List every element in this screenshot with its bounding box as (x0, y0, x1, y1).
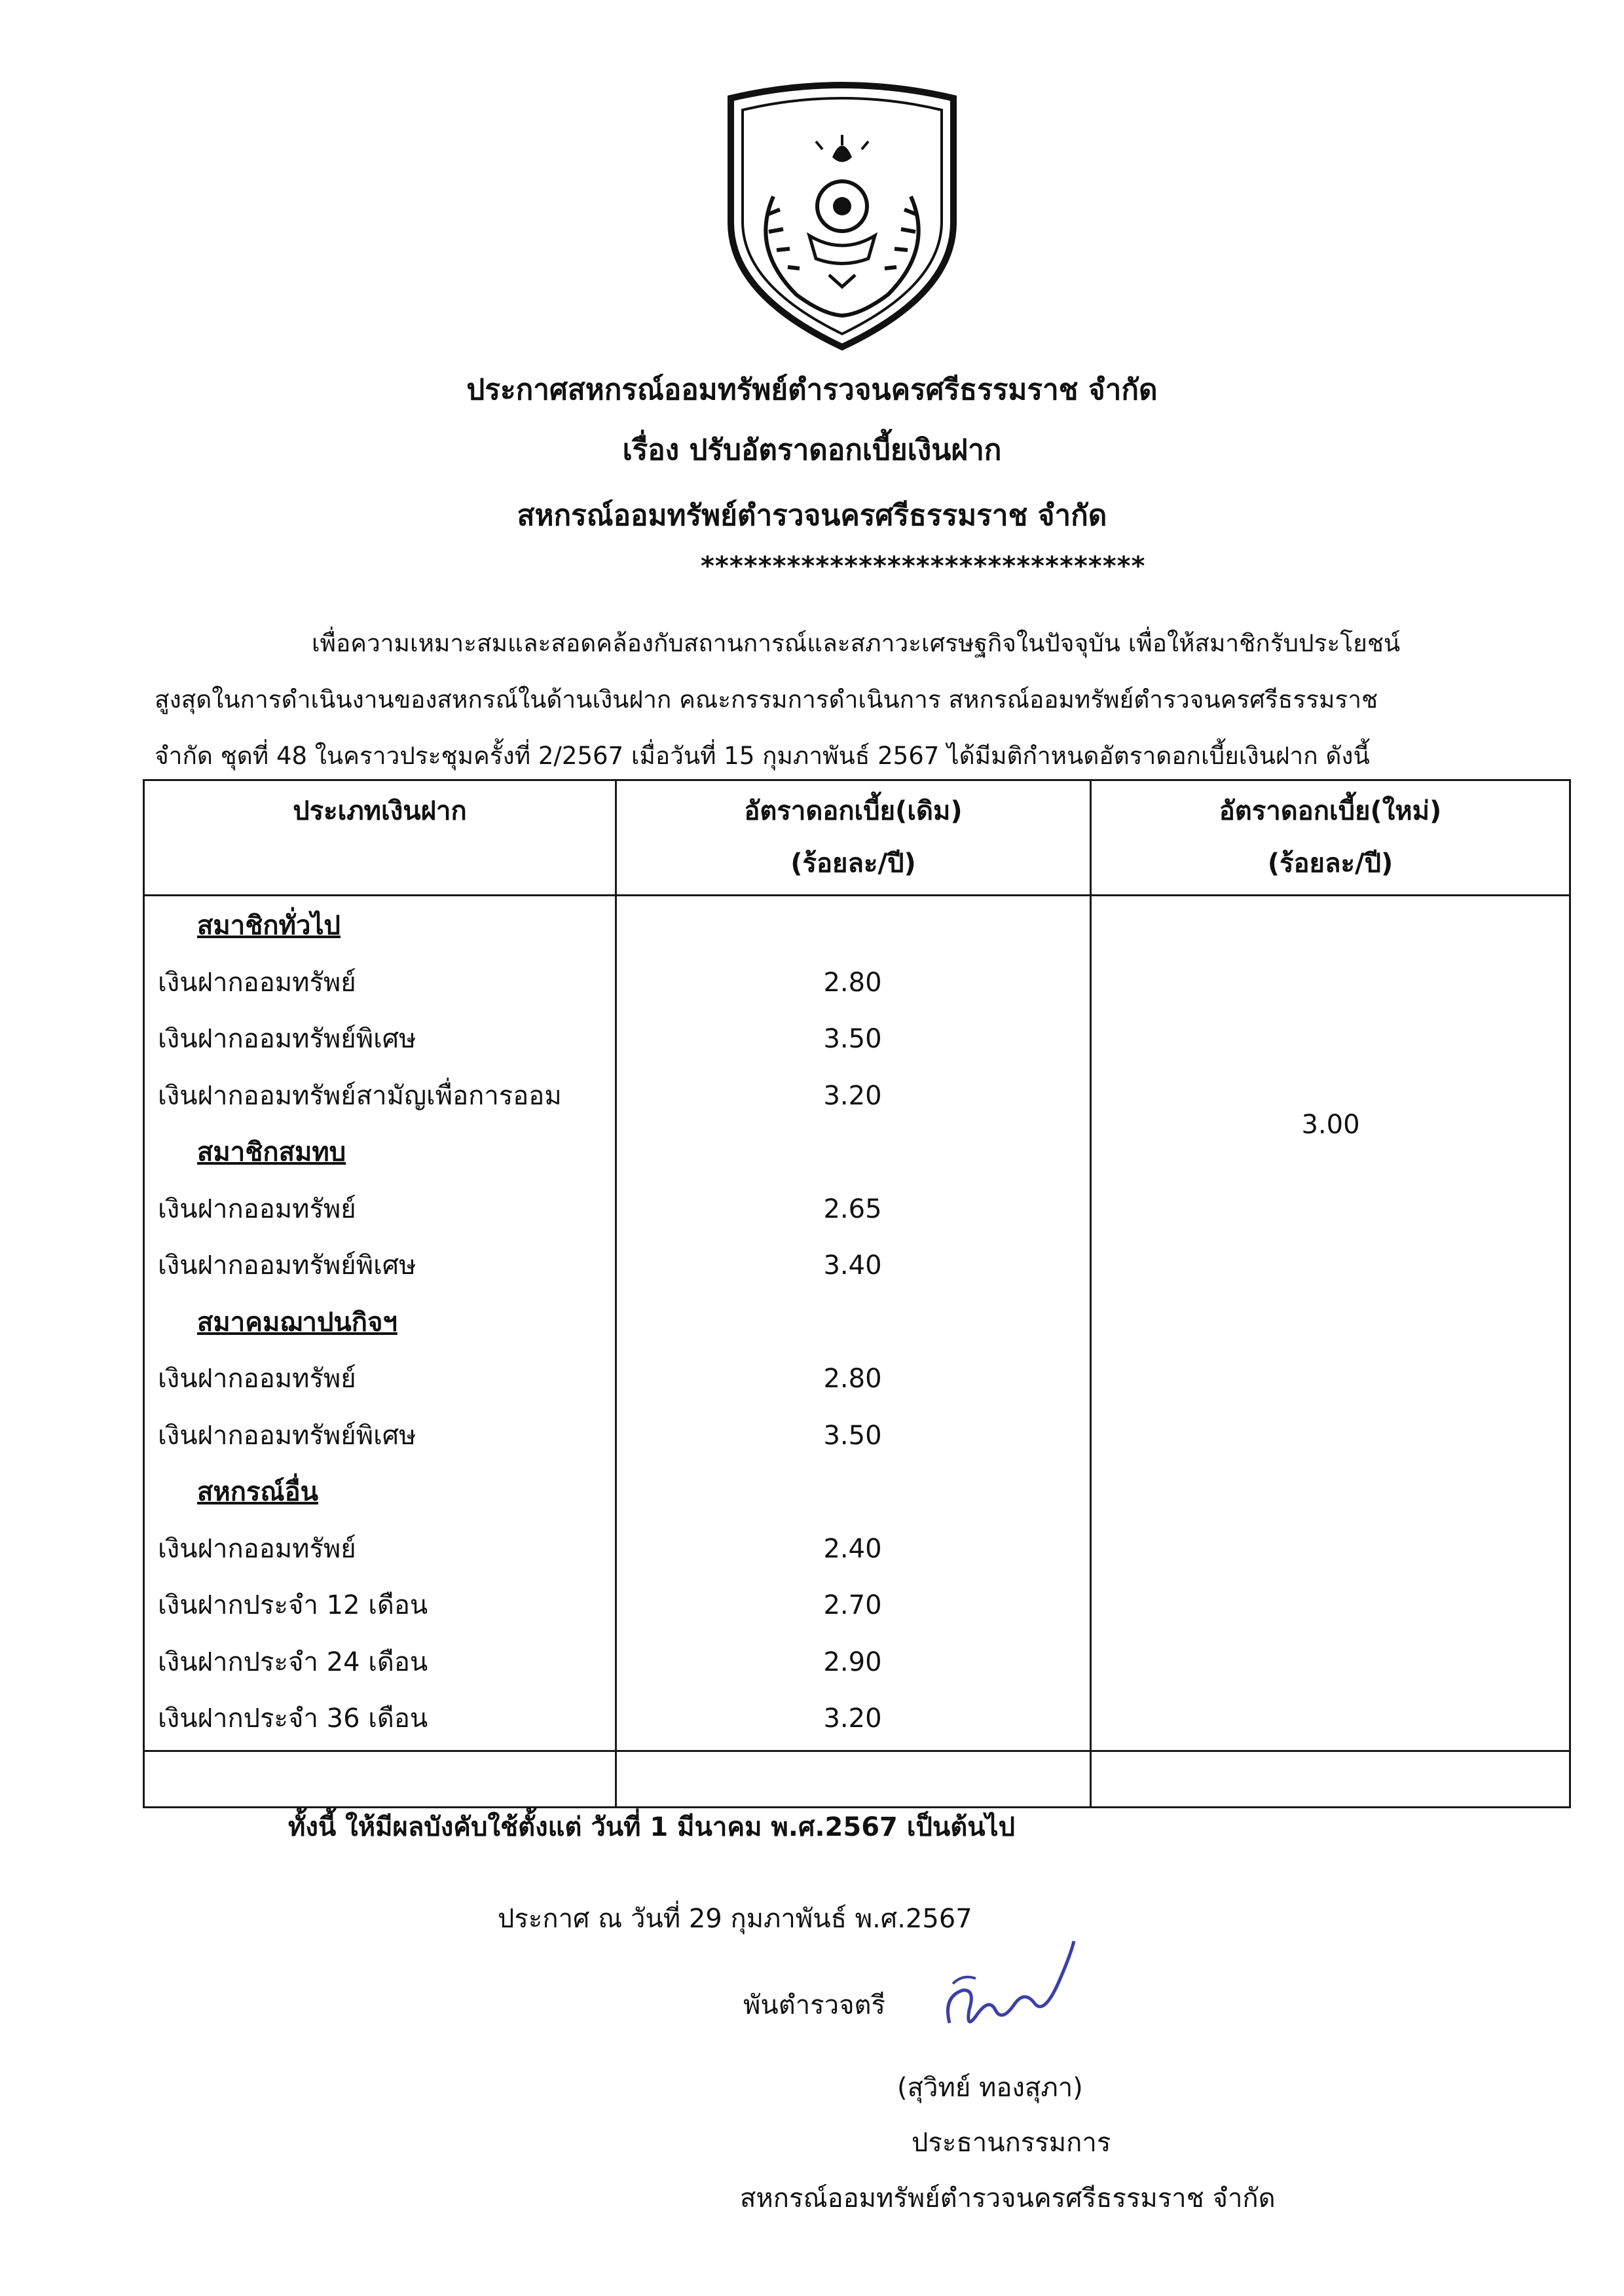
new-rate-value: 3.00 (1301, 1110, 1360, 1140)
old-rate-value: 3.20 (823, 1704, 882, 1734)
rate-table (143, 779, 1569, 1808)
category-heading: สมาชิกสมทบ (197, 1137, 346, 1167)
deposit-type-label: เงินฝากออมทรัพย์ (158, 1194, 356, 1224)
coop-seal (711, 72, 973, 354)
announcement-subject: เรื่อง ปรับอัตราดอกเบี้ยเงินฝาก (622, 433, 1002, 467)
deposit-type-label: เงินฝากออมทรัพย์พิเศษ (158, 1024, 416, 1054)
old-rate-value: 2.80 (823, 967, 882, 998)
deposit-type-label: เงินฝากออมทรัพย์ (158, 1533, 356, 1564)
intro-line-1: เพื่อความเหมาะสมและสอดคล้องกับสถานการณ์และสภาวะเศรษฐกิจในปัจจุบัน เพื่อให้สมาชิกรับประโยชน์ (312, 629, 1401, 657)
signer-title: ประธานกรรมการ (912, 2128, 1111, 2158)
intro-line-3: จำกัด ชุดที่ 48 ในคราวประชุมครั้งที่ 2/2567 เมื่อวันที่ 15 กุมภาพันธ์ 2567 ได้มีมติกำหนดอัตราดอกเบี้ยเงินฝาก ดังนี้ (155, 742, 1370, 770)
category-heading: สหกรณ์อื่น (197, 1477, 318, 1507)
deposit-type-label: เงินฝากออมทรัพย์ (158, 967, 356, 998)
deposit-type-label: เงินฝากออมทรัพย์สามัญเพื่อการออม (158, 1080, 562, 1111)
old-rate-value: 2.40 (823, 1533, 882, 1564)
header-new-rate: อัตราดอกเบี้ย(ใหม่) (ร้อยละ/ปี) (1091, 780, 1570, 896)
signer-rank: พันตำรวจตรี (743, 1990, 885, 2020)
intro-line-2: สูงสุดในการดำเนินงานของสหกรณ์ในด้านเงินฝาก คณะกรรมการดำเนินการ สหกรณ์ออมทรัพย์ตำรวจนครศรีธรรมราช (155, 685, 1378, 714)
deposit-type-label: เงินฝากออมทรัพย์พิเศษ (158, 1250, 416, 1281)
signer-name: (สุวิทย์ ทองสุภา) (897, 2073, 1083, 2103)
deposit-type-label: เงินฝากประจำ 36 เดือน (158, 1704, 428, 1734)
deposit-type-column (144, 896, 616, 1751)
deposit-type-label: เงินฝากประจำ 12 เดือน (158, 1590, 428, 1620)
old-rate-value: 3.40 (823, 1250, 882, 1281)
effective-date-statement: ทั้งนี้ ให้มีผลบังคับใช้ตั้งแต่ วันที่ 1 มีนาคม พ.ศ.2567 เป็นต้นไป (288, 1812, 1016, 1842)
old-rate-value: 2.65 (823, 1194, 882, 1224)
header-old-rate: อัตราดอกเบี้ย(เดิม) (ร้อยละ/ปี) (616, 780, 1091, 896)
old-rate-column (616, 896, 1091, 1751)
old-rate-value: 3.20 (823, 1080, 882, 1111)
table-empty-cell (1091, 1751, 1570, 1808)
intro-paragraph (155, 615, 1562, 784)
separator-stars: ******************************* (701, 551, 1146, 581)
table-empty-cell (616, 1751, 1091, 1808)
deposit-type-label: เงินฝากออมทรัพย์ (158, 1364, 356, 1394)
category-heading: สมาคมฌาปนกิจฯ (197, 1307, 397, 1338)
old-rate-value: 2.80 (823, 1364, 882, 1394)
signer-organization: สหกรณ์ออมทรัพย์ตำรวจนครศรีธรรมราช จำกัด (740, 2183, 1276, 2214)
deposit-type-label: เงินฝากประจำ 24 เดือน (158, 1647, 428, 1677)
deposit-type-label: เงินฝากออมทรัพย์พิเศษ (158, 1420, 416, 1451)
signature-image (936, 1938, 1080, 2049)
old-rate-value: 2.70 (823, 1590, 882, 1620)
old-rate-value: 3.50 (823, 1024, 882, 1054)
table-empty-cell (144, 1751, 616, 1808)
announcement-org: สหกรณ์ออมทรัพย์ตำรวจนครศรีธรรมราช จำกัด (517, 499, 1107, 532)
old-rate-value: 3.50 (823, 1420, 882, 1451)
announcement-title: ประกาศสหกรณ์ออมทรัพย์ตำรวจนครศรีธรรมราช จำกัด (466, 373, 1158, 407)
category-heading: สมาชิกทั่วไป (197, 911, 341, 941)
announcement-date: ประกาศ ณ วันที่ 29 กุมภาพันธ์ พ.ศ.2567 (498, 1904, 972, 1934)
new-rate-column (1091, 896, 1570, 1751)
header-deposit-type: ประเภทเงินฝาก (144, 780, 616, 896)
old-rate-value: 2.90 (823, 1647, 882, 1677)
